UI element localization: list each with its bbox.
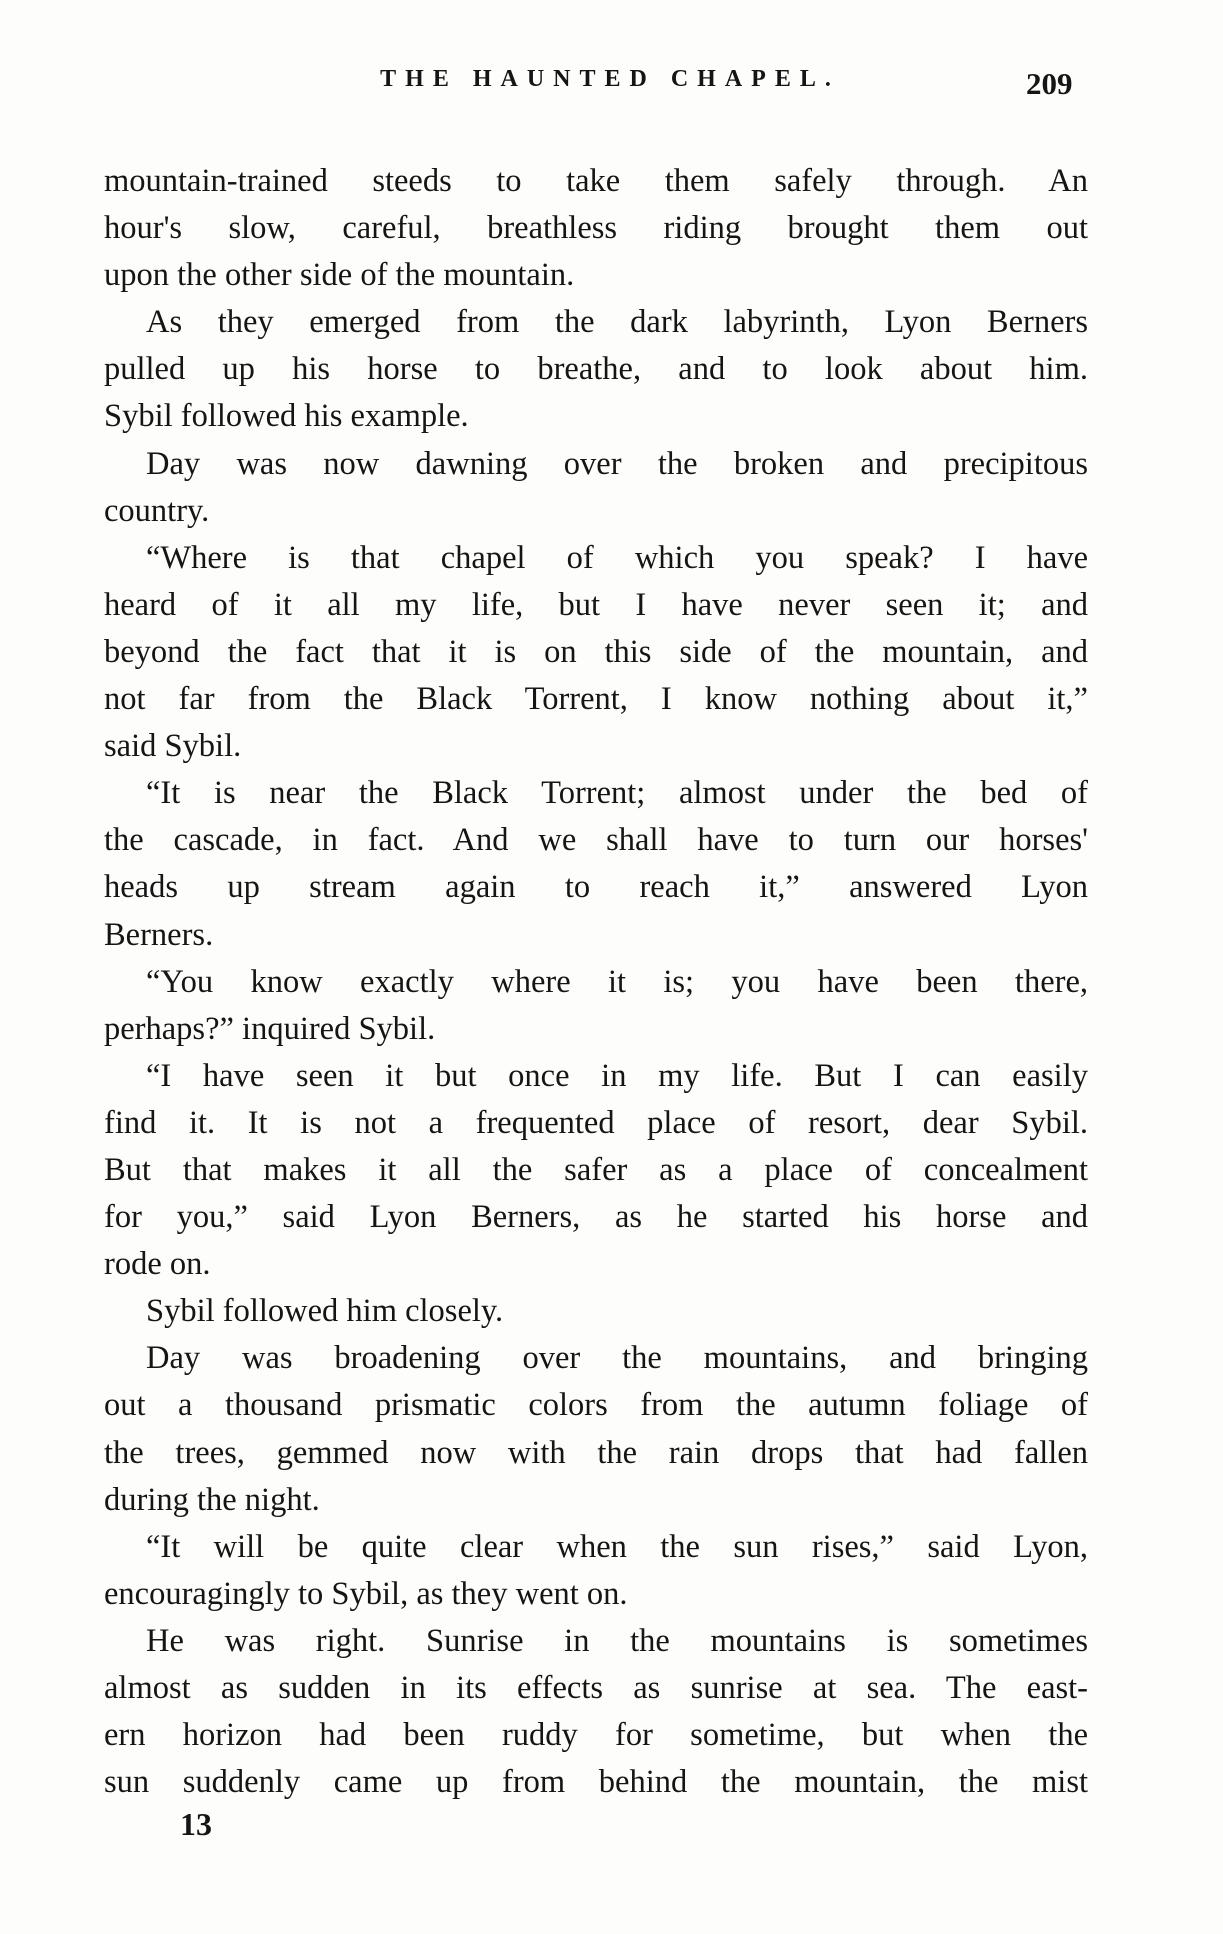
text-line: “You know exactly where it is; you have been there, [146,963,1088,1000]
text-line: out a thousand prismatic colors from the autumn foliage of [104,1387,1088,1424]
text-line: pulled up his horse to breathe, and to look about him. [104,351,1088,388]
running-head: THE HAUNTED CHAPEL. [380,66,840,92]
text-line: country. [104,492,210,529]
text-line: Sybil followed him closely. [146,1293,504,1330]
text-line: Day was broadening over the mountains, and bringing [146,1340,1088,1377]
paragraph [104,299,1088,440]
body-text [104,158,1088,1806]
text-line: Sybil followed his example. [104,398,469,435]
paragraph [104,959,1088,1053]
text-line: hour's slow, careful, breathless riding brought them out [104,210,1088,247]
text-line: encouragingly to Sybil, as they went on. [104,1575,628,1612]
text-line: sun suddenly came up from behind the mountain, the mist [104,1764,1088,1801]
text-line: mountain-trained steeds to take them safely through. An [104,163,1088,199]
text-line: during the night. [104,1481,320,1518]
text-line: beyond the fact that it is on this side of the mountain, and [104,633,1088,670]
text-line: “It is near the Black Torrent; almost under the bed of [146,775,1088,812]
signature-mark: 13 [180,1806,212,1842]
paragraph [104,535,1088,770]
paragraph [104,441,1088,535]
paragraph [104,158,1088,299]
text-line: find it. It is not a frequented place of resort, dear Sybil. [104,1104,1088,1141]
text-line: the trees, gemmed now with the rain drops that had fallen [104,1434,1088,1471]
text-line: As they emerged from the dark labyrinth, Lyon Berners [146,304,1088,341]
paragraph [104,1288,1088,1335]
paragraph [104,1335,1088,1523]
text-line: the cascade, in fact. And we shall have to turn our horses' [104,822,1088,859]
text-line: not far from the Black Torrent, I know nothing about it,” [104,681,1088,718]
paragraph [104,1524,1088,1618]
text-line: Day was now dawning over the broken and precipitous [146,445,1088,482]
text-line: for you,” said Lyon Berners, as he started his horse and [104,1199,1088,1236]
text-line: “I have seen it but once in my life. But I can easily [146,1057,1088,1094]
page-number: 209 [1026,66,1073,101]
text-line: “It will be quite clear when the sun rises,” said Lyon, [146,1528,1088,1565]
text-line: heard of it all my life, but I have never seen it; and [104,586,1088,623]
text-line: But that makes it all the safer as a place of concealment [104,1151,1088,1188]
paragraph [104,770,1088,958]
paragraph [104,1618,1088,1806]
text-line: Berners. [104,916,214,953]
text-line: upon the other side of the mountain. [104,257,575,294]
text-line: rode on. [104,1246,211,1283]
paragraph [104,1053,1088,1288]
text-line: perhaps?” inquired Sybil. [104,1010,436,1047]
text-line: “Where is that chapel of which you speak? I have [146,539,1088,576]
text-line: almost as sudden in its effects as sunrise at sea. The east- [104,1670,1088,1706]
text-line: heads up stream again to reach it,” answered Lyon [104,869,1088,906]
text-line: ern horizon had been ruddy for sometime, but when the [104,1717,1088,1754]
text-line: He was right. Sunrise in the mountains is sometimes [146,1622,1088,1659]
text-line: said Sybil. [104,728,242,765]
